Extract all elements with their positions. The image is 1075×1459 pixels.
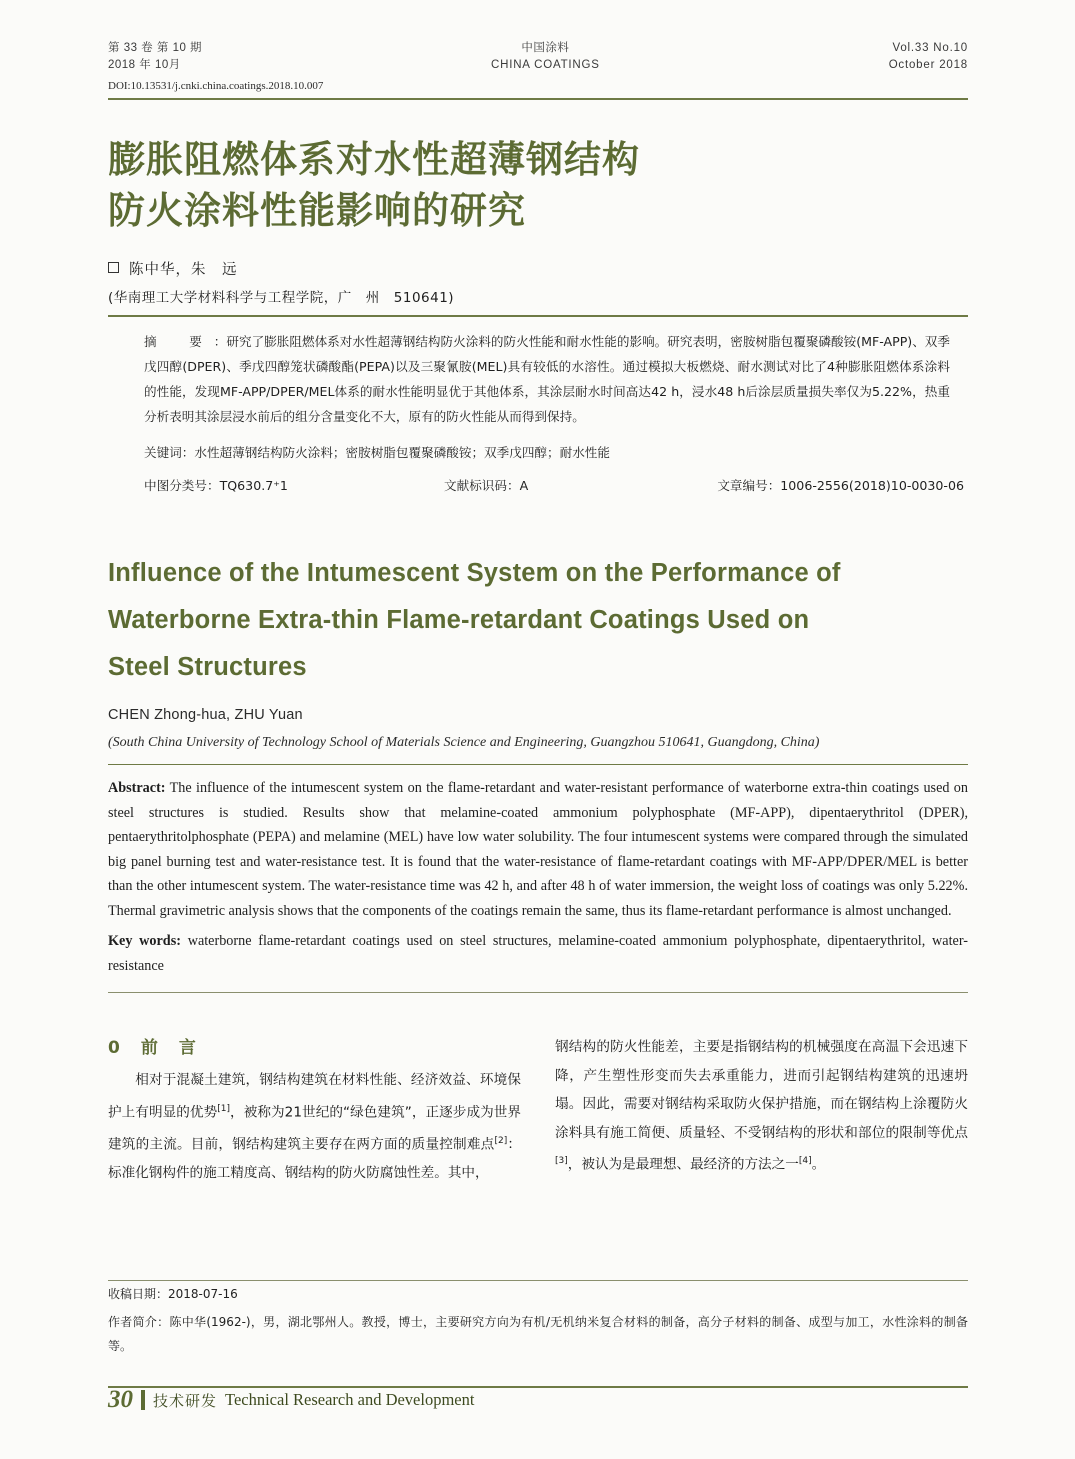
authors-en: CHEN Zhong-hua, ZHU Yuan [108, 707, 303, 723]
volume-issue-en: Vol.33 No.10 [892, 42, 968, 54]
page-title-en [108, 550, 968, 691]
affiliation-cn: (华南理工大学材料科学与工程学院，广 州 510641) [108, 290, 455, 306]
affiliation-en: (South China University of Technology School of Materials Science and Engineering, Guangzhou 510641, Guangdong, China) [108, 735, 820, 750]
keywords-cn-text: 水性超薄钢结构防火涂料；密胺树脂包覆聚磷酸铵；双季戊四醇；耐水性能 [194, 445, 610, 460]
document-code: 文献标识码：A [444, 478, 529, 493]
abstract-cn-text: ：研究了膨胀阻燃体系对水性超薄钢结构防火涂料的防火性能和耐水性能的影响。研究表明，密胺树脂包覆聚磷酸铵(MF-APP)、双季戊四醇(DPER)、季戊四醇笼状磷酸酯(PEPA)以及三聚氰胺(MEL)具有较低的水溶性。通过模拟大板燃烧、耐水测试对比了4种膨胀阻燃体系涂料的性能，发现MF-APP/DPER/MEL体系的耐水性能明显优于其他体系，其涂层耐水时间高达42 h，浸水48 h后涂层质量损失率仅为5.22%，热重分析表明其涂层浸水前后的组分含量变化不大，原有的防火性能从而得到保持。 [144, 334, 951, 424]
keywords-en [108, 929, 968, 978]
square-bullet-icon [108, 262, 119, 273]
page-title-en-line3: Steel Structures [108, 653, 307, 681]
running-head-center [491, 40, 600, 74]
keywords-cn-label: 关键词： [144, 445, 195, 460]
authors-cn-text: 陈中华，朱 远 [129, 262, 238, 278]
abstract-cn-block [108, 329, 968, 429]
article-number: 文章编号：1006-2556(2018)10-0030-06 [717, 478, 964, 493]
running-head-right [889, 40, 968, 74]
issue-date-cn: 2018 年 10月 [108, 59, 181, 71]
body-column-left [108, 1033, 521, 1187]
footer-section-en: Technical Research and Development [225, 1390, 475, 1409]
body-paragraph-left-text: 相对于混凝土建筑，钢结构建筑在材料性能、经济效益、环境保护上有明显的优势[1]，被称为21世纪的“绿色建筑”，正逐步成为世界建筑的主流。目前，钢结构建筑主要存在两方面的质量控制难点[2]：标准化钢构件的施工精度高、钢结构的防火防腐蚀性差。其中， [108, 1072, 522, 1181]
abstract-en-label: Abstract: [108, 780, 166, 796]
footer-section-cn: 技术研发 [153, 1391, 218, 1410]
section-heading: 0 前 言 [108, 1038, 198, 1058]
authors-cn [108, 258, 968, 279]
abstract-cn [144, 329, 950, 429]
page-title-cn [108, 134, 968, 236]
page-title-cn-line1: 膨胀阻燃体系对水性超薄钢结构 [108, 138, 640, 181]
issue-date-en: October 2018 [888, 59, 968, 71]
page-content [108, 40, 968, 1187]
received-date: 收稿日期：2018-07-16 [108, 1287, 238, 1301]
classification-row [108, 475, 968, 494]
body-column-right [555, 1033, 968, 1187]
running-head [108, 40, 968, 74]
journal-title-en: CHINA COATINGS [491, 59, 600, 71]
doi-line: DOI:10.13531/j.cnki.china.coatings.2018.10.007 [108, 80, 324, 92]
body-divider [108, 992, 968, 993]
body-paragraph-right: 钢结构的防火性能差，主要是指钢结构的机械强度在高温下会迅速下降，产生塑性形变而失去承重能力，进而引起钢结构建筑的迅速坍塌。因此，需要对钢结构采取防火保护措施，而在钢结构上涂覆防火涂料具有施工简便、质量轻、不受钢结构的形状和部位的限制等优点[3]，被认为是最理想、最经济的方法之一[4]。 [555, 1039, 968, 1173]
volume-issue: 第 33 卷 第 10 期 [108, 42, 203, 54]
page-number: 30 [108, 1386, 133, 1413]
author-biography: 作者简介：陈中华(1962-)，男，湖北鄂州人。教授，博士，主要研究方向为有机/无机纳米复合材料的制备，高分子材料的制备、成型与加工，水性涂料的制备等。 [108, 1315, 968, 1353]
abstract-divider [108, 315, 968, 317]
abstract-en [108, 776, 968, 923]
clc-code: 中图分类号：TQ630.7⁺1 [144, 478, 288, 493]
footnotes [108, 1282, 968, 1358]
running-head-left [108, 40, 202, 74]
body-paragraph-left [108, 1066, 521, 1187]
page-title-en-line2: Waterborne Extra-thin Flame-retardant Coatings Used on [108, 606, 810, 634]
page-title-en-line1: Influence of the Intumescent System on the Performance of [108, 559, 841, 587]
abstract-en-text: The influence of the intumescent system on the flame-retardant and water-resistant performance of waterborne extra-thin coatings used on steel structures is studied. Results show that melamine-coated ammonium polyphosphate (MF-APP), dipentaerythritol (DPER), pentaerythritolphosphate (PEPA) and melamine (MEL) have low water solubility. The four intumescent systems were compared through the simulated big panel burning test and water-resistance test. It is found that the water-resistance of flame-retardant coatings with MF-APP/DPER/MEL is better than the other intumescent system. The water-resistance time was 42 h, and after 48 h of water immersion, the weight loss of coatings was only 5.22%. Thermal gravimetric analysis shows that the components of the coatings remain the same, thus its flame-retardant performance is almost unchanged. [108, 780, 968, 919]
keywords-cn [108, 441, 968, 465]
body-columns [108, 1033, 968, 1187]
abstract-en-divider [108, 764, 968, 765]
keywords-en-label: Key words: [108, 933, 181, 949]
journal-title-cn: 中国涂料 [521, 42, 570, 54]
header-divider [108, 98, 968, 100]
footer-bar-icon [141, 1390, 145, 1410]
keywords-en-text: waterborne flame-retardant coatings used on steel structures, melamine-coated ammonium polyphosphate, dipentaerythritol, water-resistance [108, 933, 968, 974]
abstract-cn-label: 摘 要 [144, 334, 212, 349]
page-footer [108, 1386, 968, 1414]
page-title-cn-line2: 防火涂料性能影响的研究 [108, 189, 526, 232]
footnote-divider [108, 1280, 968, 1281]
